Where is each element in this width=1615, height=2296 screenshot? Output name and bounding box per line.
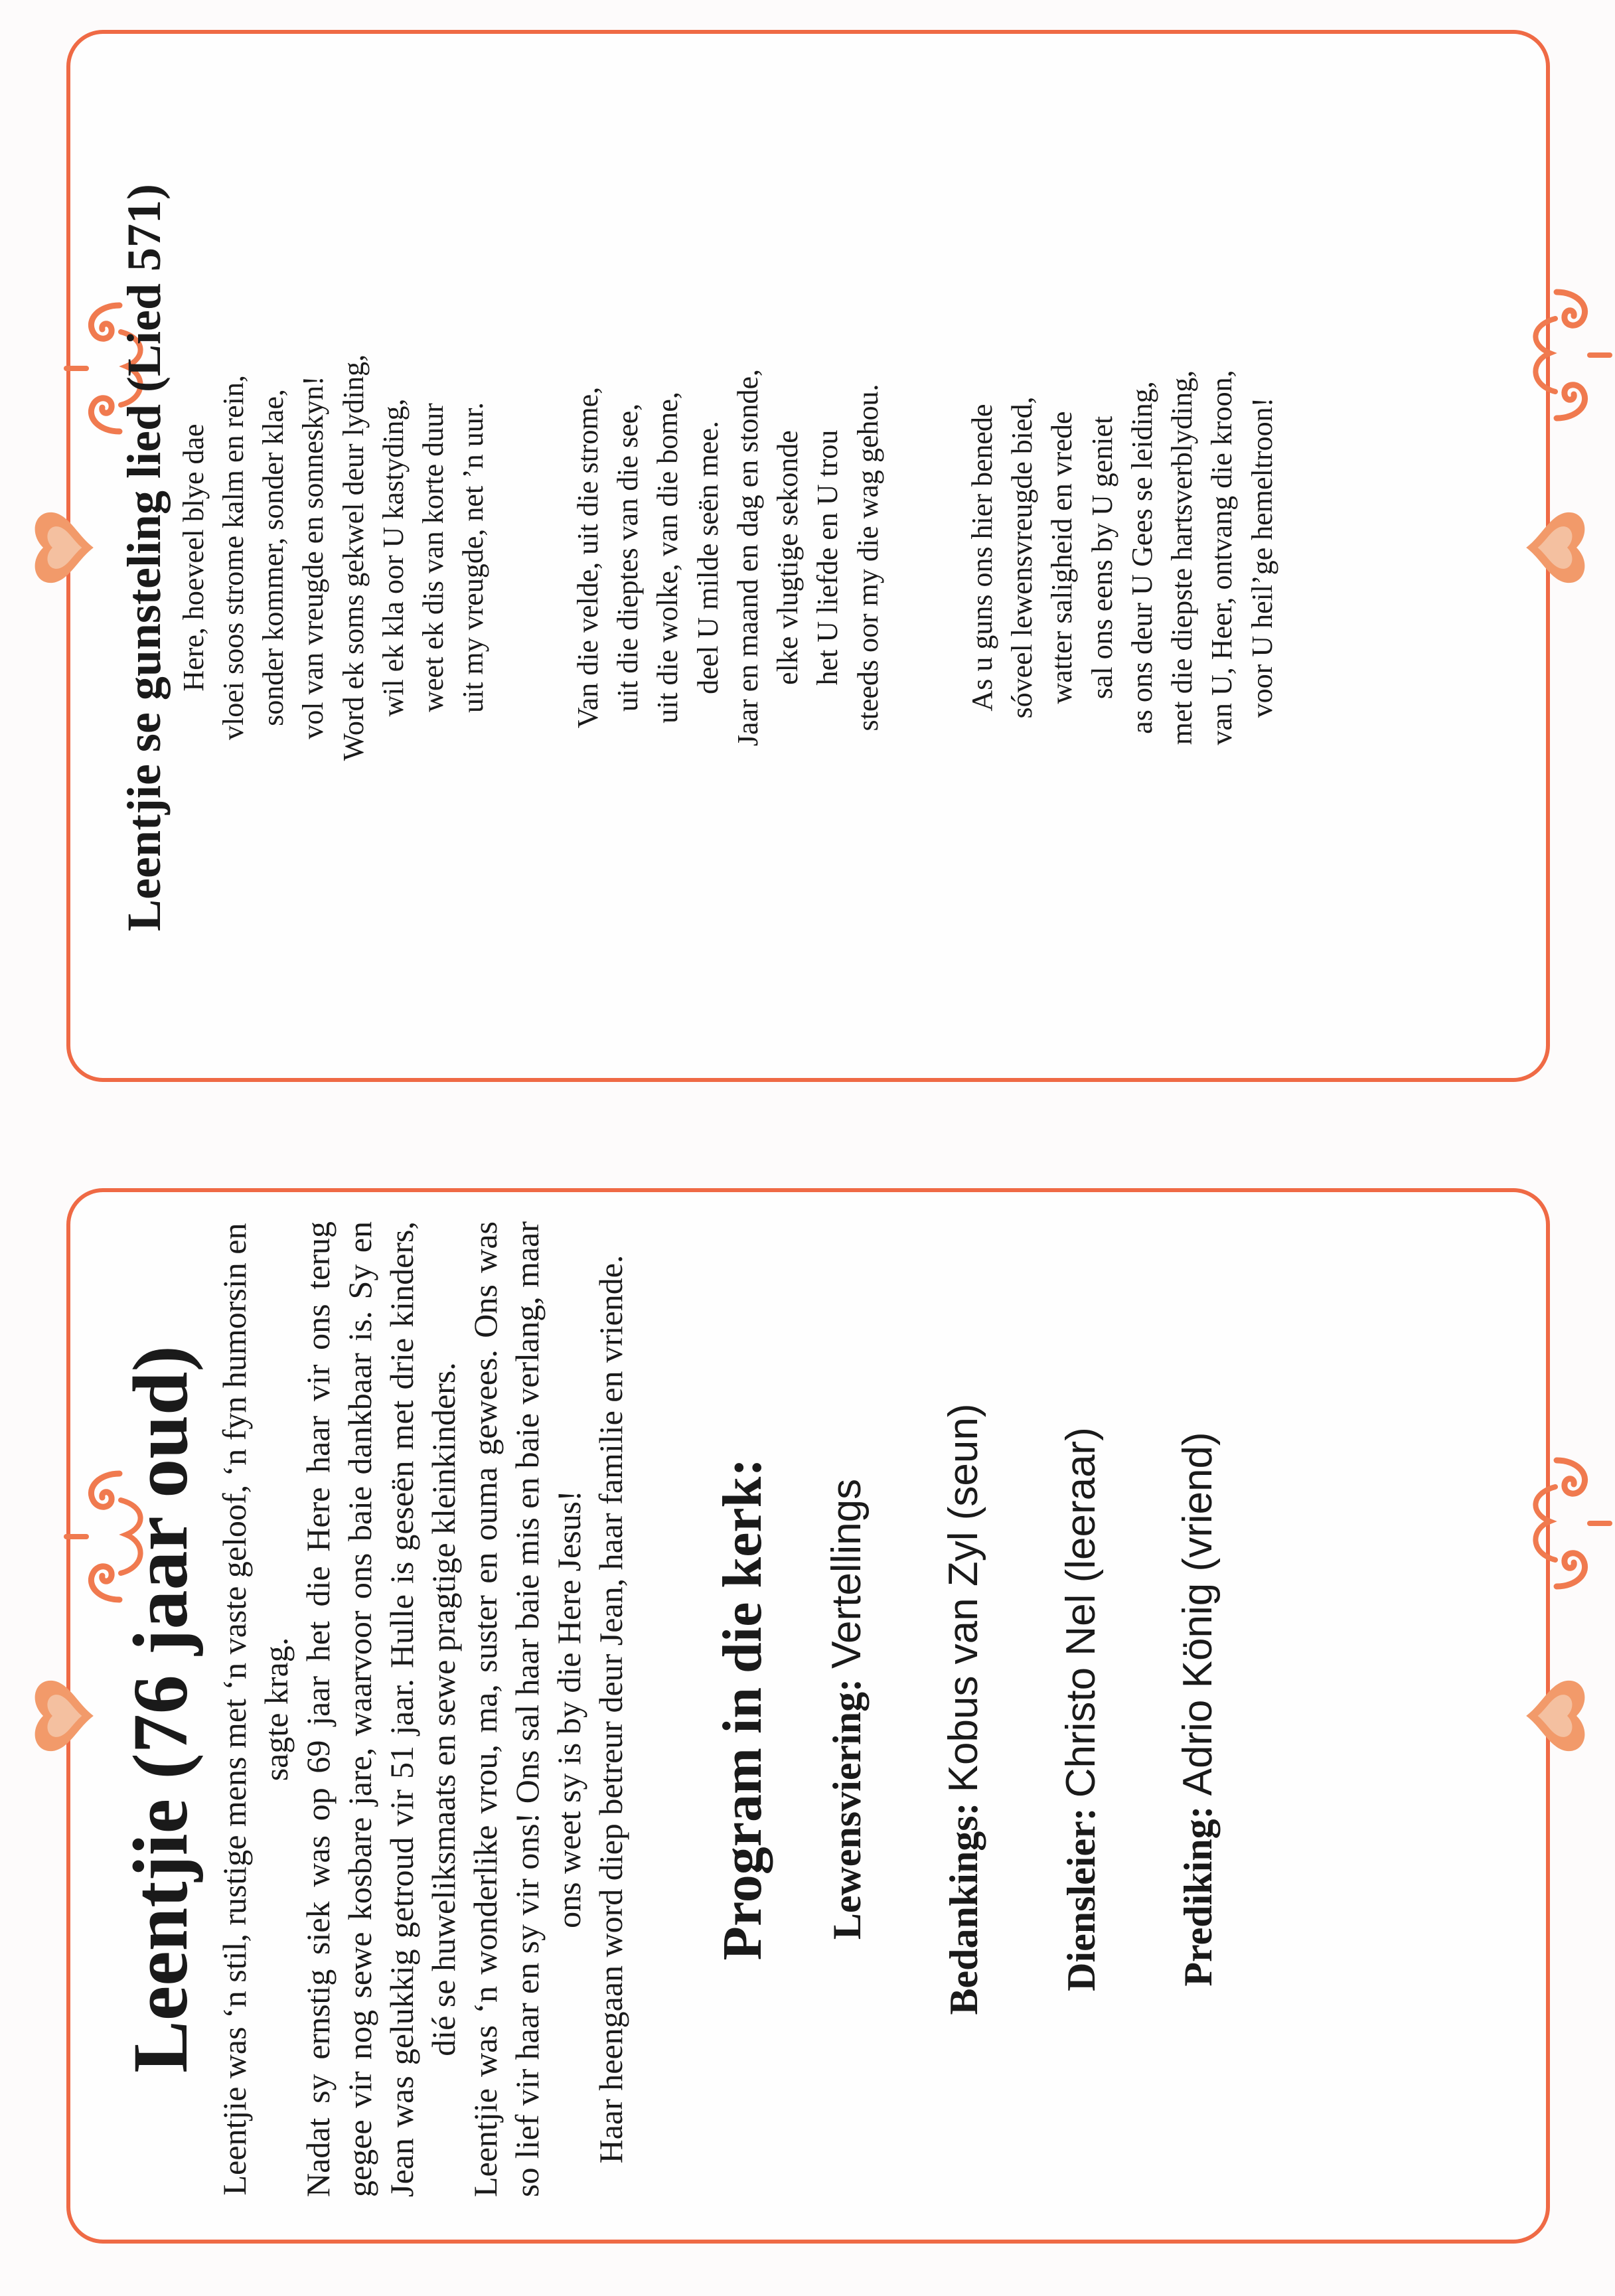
program-item-label: Bedankings: — [942, 1792, 986, 2015]
hymn-line: sal ons eens by U geniet — [1085, 416, 1118, 700]
bio-content — [119, 1221, 1513, 2197]
ornament-icon — [1503, 1447, 1615, 1600]
hymn-line: deel U milde seën mee. — [691, 421, 724, 694]
hymn-line: vloei soos strome kalm en rein, — [216, 375, 250, 740]
hymn-line: steeds oor my die wag gehou. — [851, 384, 884, 731]
program-item-label: Lewensviering: — [824, 1668, 869, 1940]
hymn-line: voor U heil’ge hemeltroon! — [1245, 397, 1278, 718]
bio-paragraph: Leentjie was ‘n wonderlike vrou, ma, suster en ouma gewees. Ons was so lief vir haar en sy vir ons! Ons sal haar baie mis en baie verlang, maar ons weet sy is by die Here Jesus! — [466, 1221, 587, 2197]
hymn-line: As u guns ons hier benede — [965, 404, 998, 712]
heart-ornament-icon — [20, 504, 113, 591]
hymn-line: uit die wolke, van die bome, — [651, 392, 684, 724]
hymn-line: Jaar en maand en dag en stonde, — [731, 368, 764, 747]
hymn-line: as ons deur U Gees se leiding, — [1125, 381, 1158, 734]
bio-paragraph: Haar heengaan word diep betreur deur Jean, haar familie en vriende. — [591, 1255, 629, 2164]
hymn-content — [119, 100, 1480, 1016]
heart-ornament-icon — [20, 1673, 113, 1759]
hymn-line: sóveel lewensvreugde bied, — [1006, 396, 1039, 719]
bio-paragraph: Nadat sy ernstig siek was op 69 jaar het die Here haar vir ons terug gegee vir nog sewe kosbare jare, waarvoor ons baie dankbaar is. Sy en Jean was gelukkig getroud vir 51 jaar. Hulle is geseën met drie kinders, dié se huweliksmaats en sewe pragtige kleinkinders. — [299, 1221, 462, 2197]
hymn-line: Word ek soms gekwel deur lyding, — [337, 354, 370, 761]
bio-title: Leentjie (76 jaar oud) — [117, 1345, 204, 2073]
hymn-line: met die diepste hartsverblyding, — [1166, 370, 1199, 745]
program-item-value: Vertellings — [823, 1478, 870, 1669]
program-item — [1057, 1221, 1106, 2197]
hymn-line: weet ek dis van korte duur — [417, 403, 450, 712]
hymn-title: Leentjie se gunsteling lied (Lied 571) — [117, 184, 171, 931]
hymn-line: Van die velde, uit die strome, — [571, 386, 604, 729]
hymn-stanza — [568, 100, 888, 1016]
bio-text — [214, 1221, 632, 2197]
hymn-stanza — [962, 100, 1282, 1016]
hymn-line: Here, hoeveel blye dae — [177, 423, 210, 692]
hymn-line: van U, Heer, ontvang die kroon, — [1205, 370, 1239, 745]
program-item-value: Christo Nel (leeraar) — [1057, 1427, 1104, 1798]
program-item — [1174, 1221, 1223, 2197]
hymn-stanza — [174, 100, 494, 1016]
program-item — [822, 1221, 872, 2197]
heart-ornament-icon — [1507, 504, 1600, 591]
hymn-line: uit die dieptes van die see, — [611, 403, 644, 712]
program-item-value: Kobus van Zyl (seun) — [941, 1403, 987, 1793]
program-item — [939, 1221, 988, 2197]
program-item-value: Adrio König (vriend) — [1175, 1432, 1221, 1796]
hymn-line: watter saligheid en vrede — [1045, 411, 1079, 704]
bio-paragraph: Leentjie was ‘n stil, rustige mens met ‘n vaste geloof, ‘n fyn humorsin en sagte krag. — [215, 1223, 295, 2196]
program-item-label: Diensleier: — [1059, 1798, 1103, 1991]
program-title: Program in die kerk: — [711, 1458, 773, 1961]
hymn-line: vol van vreugde en sonneskyn! — [297, 376, 330, 739]
hymn-line: uit my vreugde, net ’n uur. — [457, 402, 490, 714]
hymn-line: elke vlugtige sekonde — [771, 430, 805, 685]
hymn-line: sonder kommer, sonder klae, — [257, 389, 290, 726]
hymn-line: het U liefde en U trou — [811, 429, 844, 686]
hymn-line: wil ek kla oor U kastyding, — [376, 398, 410, 717]
heart-ornament-icon — [1507, 1673, 1600, 1759]
ornament-icon — [1503, 279, 1615, 431]
program-item-label: Prediking: — [1176, 1796, 1221, 1987]
